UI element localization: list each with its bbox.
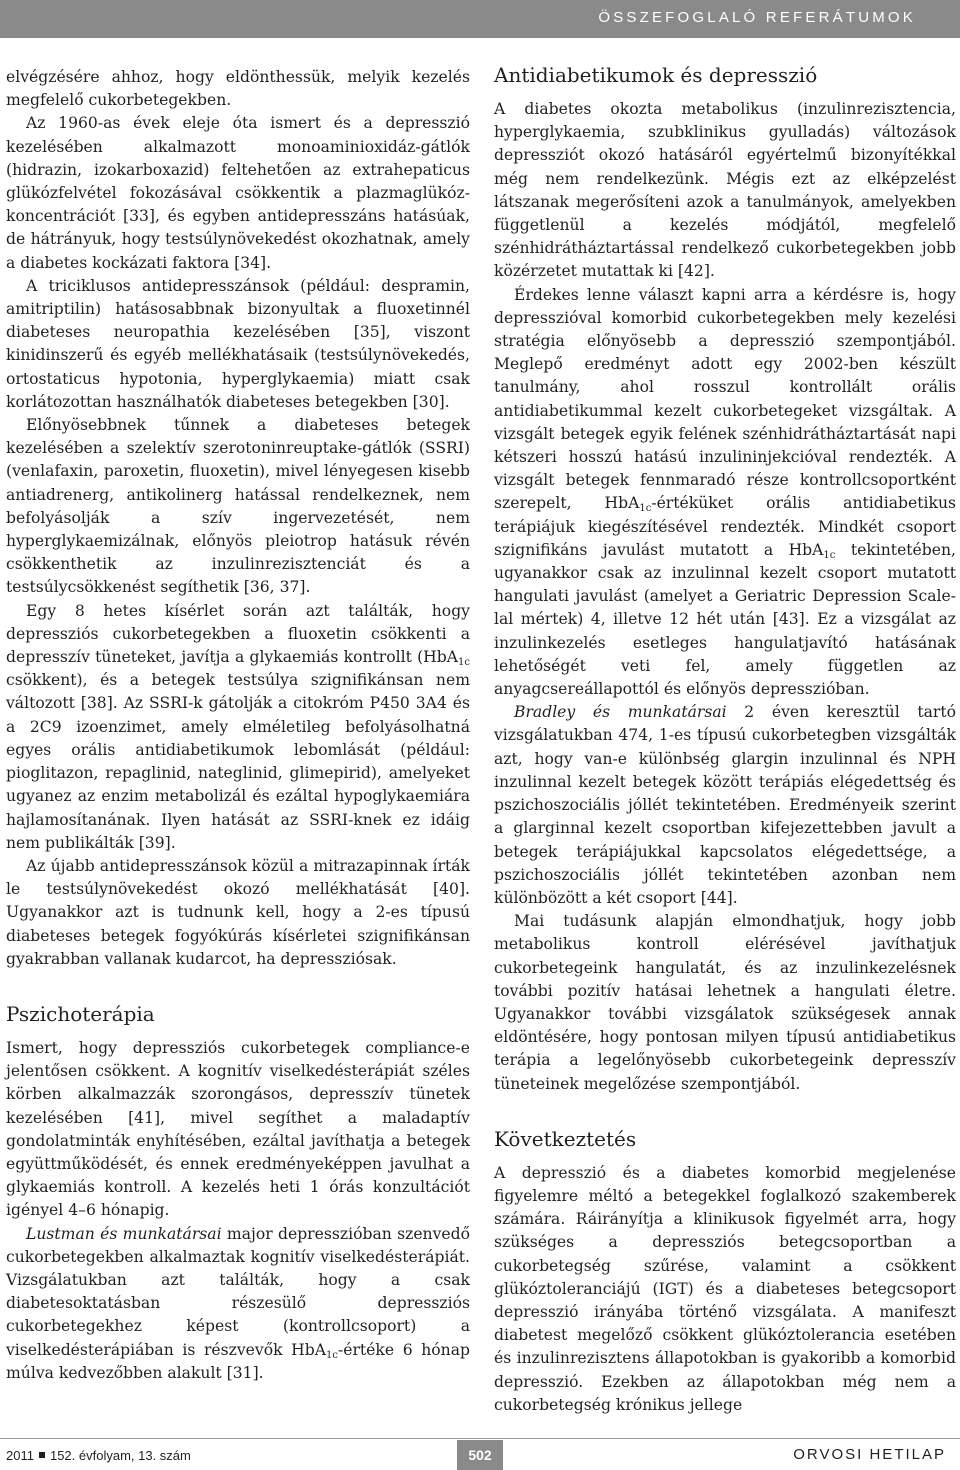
- left-column: [6, 66, 470, 1385]
- footer-issue-info: [6, 1448, 191, 1463]
- paragraph: A diabetes okozta metabolikus (inzulinrezisztencia, hyperglykaemia, szubklinikus gyulladás) változások depressziót okozó hatásáról egyértelmű bizonyítékkal még nem rendelkezünk. Mégis ezt az elképzelést látszanak megerősíteni azok a tanulmányok, amelyekben függetlenül a kezelés módjától, megfelelő szénhidrátháztartással rendelkező cukorbetegekben jobb közérzetet mutattak ki [42].: [494, 100, 956, 281]
- page-number: 502: [457, 1440, 503, 1470]
- text-run: Érdekes lenne választ kapni arra a kérdésre is, hogy depresszióval komorbid cukorbetegekben mely kezelési stratégia előnyösebb a depresszió szempontjából. Meglepő eredményt adott egy 2002-ben készült tanulmány, ahol rosszul kontrollált orális antidiabetikummal kezelt cukorbetegeket vizsgáltak. A vizsgált betegek egyik felének szénhidrátháztartását napi kétszeri hosszú hatású inzulininjekcióval rendezték. A vizsgált betegek fennmaradó része kontrollcsoportként szerepelt, HbA: [494, 285, 956, 513]
- text-run: -értéke 6 hónap múlva kedvezőbben alakult [31].: [6, 1340, 470, 1382]
- paragraph: elvégzésére ahhoz, hogy eldönthessük, melyik kezelés megfelelő cukorbetegekben.: [6, 68, 470, 110]
- text-run: 2 éven keresztül tartó vizsgálatukban 474, 1-es típusú cukorbetegben vizsgálták azt, hogy van-e különbség glargin inzulinnal és NPH inzulinnal kezelt betegek között terápiás elégedettség és pszichoszociális jóllét tekintetében. Eredményeik szerint a glarginnal kezelt csoportban kifejezettebben javult a betegek terápiájukkal kapcsolatos elégedettsége, a pszichoszociális jóllét tekintetében azonban nem különbözött a két csoport [44].: [494, 703, 956, 907]
- section-title: ÖSSZEFOGLALÓ REFERÁTUMOK: [598, 9, 916, 26]
- paragraph: A triciklusos antidepresszánsok (például: despramin, amitriptilin) hatásosabbnak bizonyultak a fluoxetinnél diabeteses neuropathia kezelésében [35], viszont kinidinszerű és egyéb mellékhatásaik (testsúlynövekedés, ortostaticus hypotonia, hyperglykaemia) miatt csak korlátozottan használhatók diabeteses betegekben [30].: [6, 276, 470, 411]
- paragraph: [494, 284, 956, 702]
- section-heading-antidiabetikumok: Antidiabetikumok és depresszió: [494, 63, 818, 87]
- footer-rule: [0, 1438, 960, 1439]
- text-run: tekintetében, ugyanakkor csak az inzulinnal kezelt csoport mutatott hangulati javulást (amelyet a Geriatric Depression Scale-lal mértek) 4, illetve 12 hét után [43]. Ez a vizsgálat az inzulinkezelés esetleges hangulatjavító hatásának lehetőségét veti fel, amely független az anyagcsereállapottól és előnyös depresszióban.: [494, 540, 956, 699]
- header-bar: [0, 0, 960, 38]
- paragraph: [6, 600, 470, 855]
- paragraph: [494, 701, 956, 910]
- subscript: 1c: [639, 503, 652, 515]
- paragraph: Mai tudásunk alapján elmondhatjuk, hogy jobb metabolikus kontroll elérésével javíthatjuk cukorbetegeink hangulatát, és az inzulinkezelésnek további pozitív hatásai lehetnek a hangulati életre. Ugyanakkor további vizsgálatok szükségesek annak eldöntésére, hogy pontosan milyen típusú antidiabetikus terápia a legelőnyösebb cukorbetegeink depresszív tüneteinek megelőzése szempontjából.: [494, 912, 956, 1093]
- journal-name: ORVOSI HETILAP: [793, 1446, 946, 1463]
- section-heading-pszichoterapia: Pszichoterápia: [6, 1001, 155, 1026]
- paragraph: [6, 1223, 470, 1385]
- text-run: Egy 8 hetes kísérlet során azt találták, hogy depressziós cukorbetegekben a fluoxetin csökkenti a depresszív tüneteket, javítja a glykaemiás kontrollt (HbA: [6, 601, 470, 667]
- paragraph: Az újabb antidepresszánsok közül a mitrazapinnak írták le testsúlynövekedést okozó mellékhatását [40]. Ugyanakkor azt is tudnunk kell, hogy a 2-es típusú diabeteses betegek fogyókúrás kísérletei szignifikánsan gyakrabban vallanak kudarcot, ha depressziósak.: [6, 856, 470, 968]
- square-bullet-icon: [39, 1452, 45, 1458]
- paragraph: Előnyösebbnek tűnnek a diabeteses betegek kezelésében a szelektív szerotoninreuptake-gátlók (SSRI) (venlafaxin, paroxetin, fluoxetin), mivel lényegesen kisebb antiadrenerg, antikolinerg hatással rendelkeznek, nem befolyásolják a szív ingervezetését, nem hyperglykaemizálnak, előnyös pleiotrop hatásuk révén csökkenthetik az inzulinrezisztenciát és a testsúlycsökkenést segíthetik [36, 37].: [6, 416, 470, 597]
- text-run: csökkent), és a betegek testsúlya szignifikánsan nem változott [38]. Az SSRI-k gátolják a citokróm P450 3A4 és a 2C9 izoenzimet, amely elméletileg befolyásolhatná egyes orális antidiabetikumok lebomlását (például: pioglitazon, repaglinid, nateglinid, glimepirid), amelyeket ugyanez az enzim metabolizál és ezáltal hypoglykaemiára hajlamosítanának. Ilyen hatását az SSRI-knek ez idáig nem publikálták [39].: [6, 671, 470, 852]
- subscript: 1c: [326, 1349, 338, 1361]
- paragraph: Ismert, hogy depressziós cukorbetegek compliance-e jelentősen csökkent. A kognitív viselkedésterápiát széles körben alkalmazzák szorongásos, depresszív tünetek kezelésében [41], mivel segíthet a maladaptív gondolatminták enyhítésében, ezáltal javíthatja a betegek együttműködését, és ennek eredményeképpen javulhat a glykaemiás kontroll. A kezelés heti 1 órás konzultációt igényel 4–6 hónapig.: [6, 1038, 470, 1220]
- text-run: major depresszióban szenvedő cukorbetegekben alkalmaztak kognitív viselkedésterápiát. Vizsgálatukban azt találták, hogy a csak diabetesoktatásban részesülő depressziós cukorbetegekhez képest (kontrollcsoport) a viselkedésterápiában is részvevők HbA: [6, 1224, 470, 1359]
- subscript: 1c: [823, 549, 836, 561]
- author-name: Lustman és munkatársai: [26, 1224, 222, 1243]
- footer-volume: 152. évfolyam, 13. szám: [49, 1448, 191, 1463]
- subscript: 1c: [458, 657, 470, 669]
- paragraph: A depresszió és a diabetes komorbid megjelenése figyelemre méltó a betegekkel foglalkozó szakemberek számára. Ráirányítja a klinikusok figyelmét arra, hogy szükséges a depressziós betegcsoportban a cukorbetegség szűrése, valamint a csökkent glükóztoleranciájú (IGT) és a diabeteses betegcsoport depresszió irányába történő vizsgálata. A manifeszt diabetest megelőző csökkent glükóztolerancia esetében és inzulinrezisztens állapotokban is gyakoribb a komorbid depresszió. Ezekben az állapotokban még nem a cukorbetegség krónikus jellege: [494, 1163, 956, 1414]
- paragraph: Az 1960-as évek eleje óta ismert és a depresszió kezelésében alkalmazott monoaminioxidáz-gátlók (hidrazin, izokarboxazid) feltehetően az extrahepaticus glükózfelvétel fokozásával csökkentik a plazmaglükóz-koncentrációt [33], és egyben antidepresszáns hatásúak, de hátrányuk, hogy testsúlynövekedést okozhatnak, amely a diabetes kockázati faktora [34].: [6, 114, 470, 272]
- footer-year: 2011: [6, 1448, 34, 1463]
- right-column: [494, 62, 956, 1417]
- author-name: Bradley és munkatársai: [514, 703, 727, 722]
- section-heading-kovetkeztetes: Következtetés: [494, 1126, 637, 1151]
- text-run: -értéküket orális antidiabetikus terápiájuk kiegészítésével rendezték. Mindkét csoport szignifikáns javulást mutatott a HbA: [494, 494, 957, 559]
